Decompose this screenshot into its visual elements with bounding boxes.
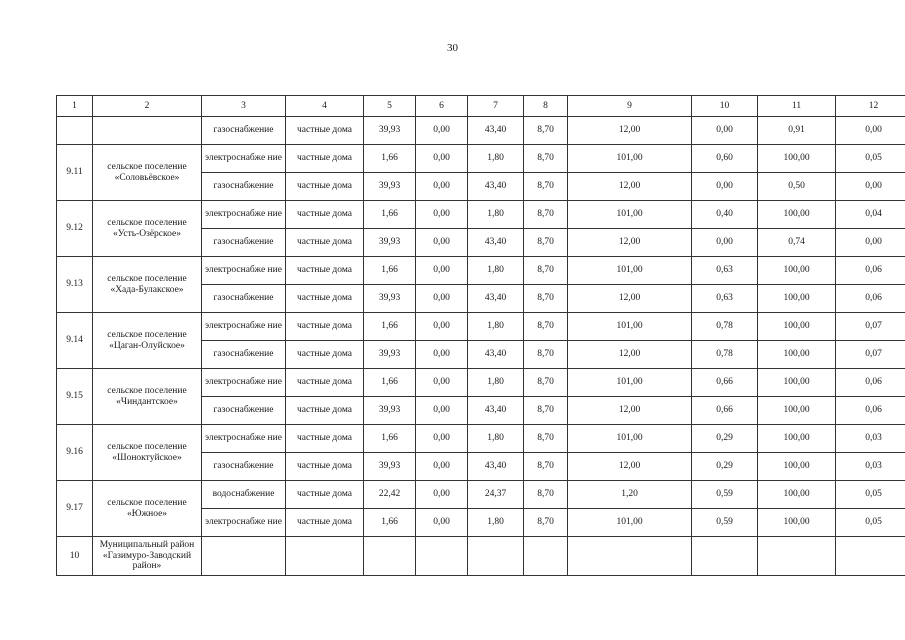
value-cell <box>836 537 905 576</box>
value-cell: 8,70 <box>524 341 568 369</box>
table-body <box>57 117 905 576</box>
value-cell: 1,80 <box>468 145 524 173</box>
value-cell: 0,29 <box>692 425 758 453</box>
value-cell: 1,66 <box>364 201 416 229</box>
tariff-table <box>56 95 905 576</box>
value-cell: 39,93 <box>364 453 416 481</box>
value-cell: 1,66 <box>364 257 416 285</box>
value-cell: 0,63 <box>692 257 758 285</box>
row-number-cell: 10 <box>57 537 93 576</box>
value-cell: 0,00 <box>416 201 468 229</box>
value-cell: 24,37 <box>468 481 524 509</box>
value-cell: 0,66 <box>692 397 758 425</box>
value-cell <box>416 537 468 576</box>
row-number-cell: 9.12 <box>57 201 93 257</box>
value-cell: 0,00 <box>416 397 468 425</box>
value-cell: 0,05 <box>836 145 905 173</box>
service-cell: электроснабже ние <box>202 313 286 341</box>
value-cell: 0,78 <box>692 341 758 369</box>
value-cell: 0,00 <box>692 117 758 145</box>
settlement-name-cell: сельское поселение «Цаган-Олуйское» <box>93 313 202 369</box>
value-cell: 1,66 <box>364 313 416 341</box>
value-cell: 0,00 <box>836 173 905 201</box>
settlement-name-cell: Муниципальный район «Газимуро-Заводский район» <box>93 537 202 576</box>
table-row <box>57 145 905 173</box>
row-number-cell: 9.14 <box>57 313 93 369</box>
value-cell: 8,70 <box>524 117 568 145</box>
service-cell: газоснабжение <box>202 229 286 257</box>
column-header: 2 <box>93 96 202 117</box>
value-cell: 0,06 <box>836 397 905 425</box>
value-cell: 0,29 <box>692 453 758 481</box>
value-cell: 1,20 <box>568 481 692 509</box>
table-row <box>57 257 905 285</box>
service-cell: электроснабже ние <box>202 201 286 229</box>
service-cell: электроснабже ние <box>202 369 286 397</box>
value-cell <box>568 537 692 576</box>
value-cell: 100,00 <box>758 453 836 481</box>
value-cell: 0,04 <box>836 201 905 229</box>
value-cell: 8,70 <box>524 145 568 173</box>
value-cell: 1,80 <box>468 313 524 341</box>
value-cell: 43,40 <box>468 341 524 369</box>
value-cell: 0,40 <box>692 201 758 229</box>
value-cell: 8,70 <box>524 509 568 537</box>
value-cell: 0,78 <box>692 313 758 341</box>
column-header: 11 <box>758 96 836 117</box>
value-cell: 101,00 <box>568 313 692 341</box>
value-cell: 8,70 <box>524 201 568 229</box>
service-cell: газоснабжение <box>202 117 286 145</box>
value-cell: 0,00 <box>416 481 468 509</box>
column-header: 3 <box>202 96 286 117</box>
value-cell: 1,80 <box>468 369 524 397</box>
value-cell: 100,00 <box>758 145 836 173</box>
housing-type-cell: частные дома <box>286 173 364 201</box>
value-cell: 101,00 <box>568 257 692 285</box>
table-row <box>57 201 905 229</box>
value-cell: 8,70 <box>524 285 568 313</box>
service-cell: газоснабжение <box>202 341 286 369</box>
value-cell: 43,40 <box>468 229 524 257</box>
settlement-name-cell: сельское поселение «Хада-Булакское» <box>93 257 202 313</box>
value-cell <box>524 537 568 576</box>
service-cell: газоснабжение <box>202 397 286 425</box>
header-row <box>57 96 905 117</box>
housing-type-cell: частные дома <box>286 397 364 425</box>
value-cell: 8,70 <box>524 229 568 257</box>
table-row <box>57 313 905 341</box>
settlement-name-cell: сельское поселение «Южное» <box>93 481 202 537</box>
service-cell: электроснабже ние <box>202 509 286 537</box>
service-cell: газоснабжение <box>202 285 286 313</box>
value-cell: 43,40 <box>468 453 524 481</box>
page-number: 30 <box>447 42 458 54</box>
value-cell: 43,40 <box>468 173 524 201</box>
value-cell: 8,70 <box>524 453 568 481</box>
value-cell: 0,00 <box>416 425 468 453</box>
column-header: 9 <box>568 96 692 117</box>
service-cell: газоснабжение <box>202 453 286 481</box>
value-cell: 1,80 <box>468 509 524 537</box>
settlement-name-cell: сельское поселение «Усть-Озёрское» <box>93 201 202 257</box>
row-number-cell: 9.11 <box>57 145 93 201</box>
settlement-name-cell: сельское поселение «Чиндантское» <box>93 369 202 425</box>
value-cell: 0,00 <box>416 173 468 201</box>
housing-type-cell: частные дома <box>286 509 364 537</box>
value-cell <box>468 537 524 576</box>
value-cell <box>692 537 758 576</box>
value-cell: 0,00 <box>692 173 758 201</box>
housing-type-cell: частные дома <box>286 257 364 285</box>
value-cell: 0,66 <box>692 369 758 397</box>
table-row <box>57 537 905 576</box>
value-cell: 0,03 <box>836 425 905 453</box>
value-cell: 101,00 <box>568 145 692 173</box>
value-cell: 0,60 <box>692 145 758 173</box>
value-cell: 39,93 <box>364 397 416 425</box>
housing-type-cell: частные дома <box>286 425 364 453</box>
value-cell: 100,00 <box>758 425 836 453</box>
value-cell: 1,66 <box>364 369 416 397</box>
settlement-name-cell: сельское поселение «Шоноктуйское» <box>93 425 202 481</box>
row-number-cell <box>57 117 93 145</box>
column-header: 12 <box>836 96 905 117</box>
value-cell: 100,00 <box>758 397 836 425</box>
housing-type-cell: частные дома <box>286 285 364 313</box>
column-header: 7 <box>468 96 524 117</box>
value-cell: 0,59 <box>692 509 758 537</box>
value-cell: 101,00 <box>568 369 692 397</box>
value-cell: 22,42 <box>364 481 416 509</box>
value-cell: 39,93 <box>364 285 416 313</box>
housing-type-cell: частные дома <box>286 453 364 481</box>
column-header: 1 <box>57 96 93 117</box>
value-cell: 0,00 <box>416 117 468 145</box>
table-header <box>57 96 905 117</box>
value-cell: 8,70 <box>524 257 568 285</box>
row-number-cell: 9.17 <box>57 481 93 537</box>
value-cell: 101,00 <box>568 425 692 453</box>
housing-type-cell: частные дома <box>286 229 364 257</box>
value-cell: 8,70 <box>524 425 568 453</box>
value-cell: 0,00 <box>416 453 468 481</box>
value-cell: 39,93 <box>364 173 416 201</box>
table-row <box>57 481 905 509</box>
value-cell: 0,00 <box>416 313 468 341</box>
service-cell: электроснабже ние <box>202 257 286 285</box>
value-cell: 1,66 <box>364 509 416 537</box>
column-header: 4 <box>286 96 364 117</box>
column-header: 8 <box>524 96 568 117</box>
value-cell: 12,00 <box>568 397 692 425</box>
value-cell: 100,00 <box>758 257 836 285</box>
value-cell: 43,40 <box>468 117 524 145</box>
value-cell: 0,74 <box>758 229 836 257</box>
value-cell: 12,00 <box>568 341 692 369</box>
value-cell: 0,59 <box>692 481 758 509</box>
value-cell: 0,06 <box>836 257 905 285</box>
table-row <box>57 369 905 397</box>
value-cell <box>364 537 416 576</box>
value-cell: 8,70 <box>524 173 568 201</box>
housing-type-cell: частные дома <box>286 341 364 369</box>
settlement-name-cell: сельское поселение «Соловьёвское» <box>93 145 202 201</box>
service-cell: водоснабжение <box>202 481 286 509</box>
value-cell: 0,50 <box>758 173 836 201</box>
value-cell: 0,91 <box>758 117 836 145</box>
value-cell: 0,05 <box>836 509 905 537</box>
value-cell: 43,40 <box>468 285 524 313</box>
value-cell: 1,66 <box>364 425 416 453</box>
value-cell: 0,00 <box>692 229 758 257</box>
value-cell: 39,93 <box>364 341 416 369</box>
row-number-cell: 9.15 <box>57 369 93 425</box>
housing-type-cell: частные дома <box>286 117 364 145</box>
housing-type-cell: частные дома <box>286 481 364 509</box>
table-row <box>57 425 905 453</box>
column-header: 5 <box>364 96 416 117</box>
value-cell: 39,93 <box>364 229 416 257</box>
housing-type-cell: частные дома <box>286 201 364 229</box>
settlement-name-cell <box>93 117 202 145</box>
housing-type-cell: частные дома <box>286 145 364 173</box>
service-cell <box>202 537 286 576</box>
value-cell: 0,06 <box>836 369 905 397</box>
value-cell: 1,80 <box>468 425 524 453</box>
value-cell: 12,00 <box>568 285 692 313</box>
value-cell: 0,06 <box>836 285 905 313</box>
row-number-cell: 9.13 <box>57 257 93 313</box>
value-cell: 101,00 <box>568 509 692 537</box>
value-cell: 100,00 <box>758 313 836 341</box>
column-header: 10 <box>692 96 758 117</box>
value-cell: 0,07 <box>836 313 905 341</box>
value-cell: 100,00 <box>758 509 836 537</box>
value-cell: 100,00 <box>758 285 836 313</box>
value-cell: 12,00 <box>568 229 692 257</box>
value-cell: 12,00 <box>568 173 692 201</box>
row-number-cell: 9.16 <box>57 425 93 481</box>
value-cell: 8,70 <box>524 313 568 341</box>
value-cell: 100,00 <box>758 481 836 509</box>
service-cell: электроснабже ние <box>202 425 286 453</box>
housing-type-cell <box>286 537 364 576</box>
value-cell: 0,00 <box>836 117 905 145</box>
value-cell: 100,00 <box>758 341 836 369</box>
value-cell: 0,07 <box>836 341 905 369</box>
value-cell: 0,00 <box>416 257 468 285</box>
value-cell: 0,00 <box>416 145 468 173</box>
table-row <box>57 117 905 145</box>
value-cell: 0,00 <box>416 229 468 257</box>
value-cell: 0,63 <box>692 285 758 313</box>
value-cell: 101,00 <box>568 201 692 229</box>
value-cell: 100,00 <box>758 369 836 397</box>
value-cell: 1,80 <box>468 257 524 285</box>
housing-type-cell: частные дома <box>286 313 364 341</box>
value-cell: 8,70 <box>524 369 568 397</box>
column-header: 6 <box>416 96 468 117</box>
value-cell: 1,80 <box>468 201 524 229</box>
service-cell: газоснабжение <box>202 173 286 201</box>
value-cell: 0,00 <box>416 341 468 369</box>
value-cell <box>758 537 836 576</box>
value-cell: 43,40 <box>468 397 524 425</box>
value-cell: 0,00 <box>416 285 468 313</box>
value-cell: 12,00 <box>568 117 692 145</box>
value-cell: 0,00 <box>836 229 905 257</box>
value-cell: 8,70 <box>524 397 568 425</box>
service-cell: электроснабже ние <box>202 145 286 173</box>
value-cell: 100,00 <box>758 201 836 229</box>
value-cell: 1,66 <box>364 145 416 173</box>
value-cell: 8,70 <box>524 481 568 509</box>
value-cell: 39,93 <box>364 117 416 145</box>
value-cell: 12,00 <box>568 453 692 481</box>
value-cell: 0,00 <box>416 369 468 397</box>
value-cell: 0,00 <box>416 509 468 537</box>
value-cell: 0,05 <box>836 481 905 509</box>
value-cell: 0,03 <box>836 453 905 481</box>
housing-type-cell: частные дома <box>286 369 364 397</box>
